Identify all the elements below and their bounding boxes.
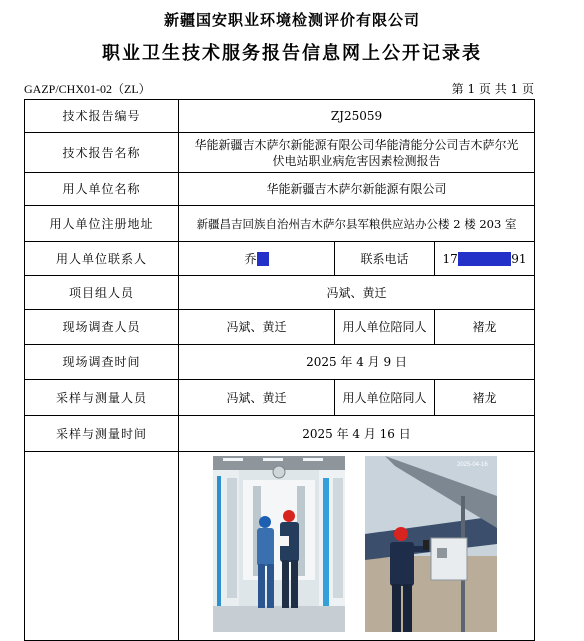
survey-staff-label: 现场调查人员 — [25, 310, 179, 345]
row-survey-time — [25, 345, 535, 380]
survey-staff-value: 冯斌、黄迁 — [179, 310, 335, 345]
row-report-no — [25, 100, 535, 133]
sampling-staff-value: 冯斌、黄迁 — [179, 380, 335, 416]
phone-prefix: 17 — [442, 251, 458, 266]
form-title: 职业卫生技术服务报告信息网上公开记录表 — [102, 43, 482, 64]
org-name: 新疆国安职业环境检测评价有限公司 — [163, 11, 420, 29]
photo-survey — [213, 456, 345, 632]
report-name-value: 华能新疆吉木萨尔新能源有限公司华能清能分公司吉木萨尔光伏电站职业病危害因素检测报告 — [179, 133, 535, 173]
row-sampling-staff — [25, 380, 535, 416]
sampling-staff-label: 采样与测量人员 — [25, 380, 179, 416]
phone-suffix: 91 — [511, 251, 527, 266]
team-label: 项目组人员 — [25, 276, 179, 310]
page-info: 第 1 页 共 1 页 — [451, 82, 534, 96]
contact-label: 用人单位联系人 — [25, 242, 179, 276]
survey-time-value: 2025 年 4 月 9 日 — [179, 345, 535, 380]
contact-name-visible: 乔 — [244, 251, 257, 266]
phone-label: 联系电话 — [335, 242, 435, 276]
survey-companion-value: 褚龙 — [435, 310, 535, 345]
row-employer — [25, 173, 535, 206]
phone-redacted: 0000000 — [457, 251, 512, 266]
sampling-time-value: 2025 年 4 月 16 日 — [179, 416, 535, 452]
contact-name — [179, 242, 335, 276]
sampling-companion-label: 用人单位陪同人 — [335, 380, 435, 416]
photo-cell — [179, 452, 535, 641]
survey-time-label: 现场调查时间 — [25, 345, 179, 380]
report-name-label: 技术报告名称 — [25, 133, 179, 173]
photo-survey-image — [213, 456, 345, 632]
address-label: 用人单位注册地址 — [25, 206, 179, 242]
photo-sampling-image — [365, 456, 497, 632]
report-no-value: ZJ25059 — [179, 100, 535, 133]
employer-value: 华能新疆吉木萨尔新能源有限公司 — [179, 173, 535, 206]
address-value: 新疆昌吉回族自治州吉木萨尔县军粮供应站办公楼 2 楼 203 室 — [179, 206, 535, 242]
row-sampling-time — [25, 416, 535, 452]
survey-companion-label: 用人单位陪同人 — [335, 310, 435, 345]
record-table — [24, 99, 535, 641]
employer-label: 用人单位名称 — [25, 173, 179, 206]
row-address — [25, 206, 535, 242]
report-no-label: 技术报告编号 — [25, 100, 179, 133]
team-value: 冯斌、黄迁 — [179, 276, 535, 310]
row-photos — [25, 452, 535, 641]
row-report-name — [25, 133, 535, 173]
row-contact — [25, 242, 535, 276]
photo-sampling — [365, 456, 497, 632]
contact-name-redacted: 某 — [256, 251, 269, 266]
row-survey-staff — [25, 310, 535, 345]
photo-timestamp: 2025-04-16 — [457, 462, 488, 468]
phone-value — [435, 242, 535, 276]
sampling-companion-value: 褚龙 — [435, 380, 535, 416]
row-team — [25, 276, 535, 310]
doc-code: GAZP/CHX01-02（ZL） — [24, 82, 151, 96]
sampling-time-label: 采样与测量时间 — [25, 416, 179, 452]
photo-label-cell — [25, 452, 179, 641]
